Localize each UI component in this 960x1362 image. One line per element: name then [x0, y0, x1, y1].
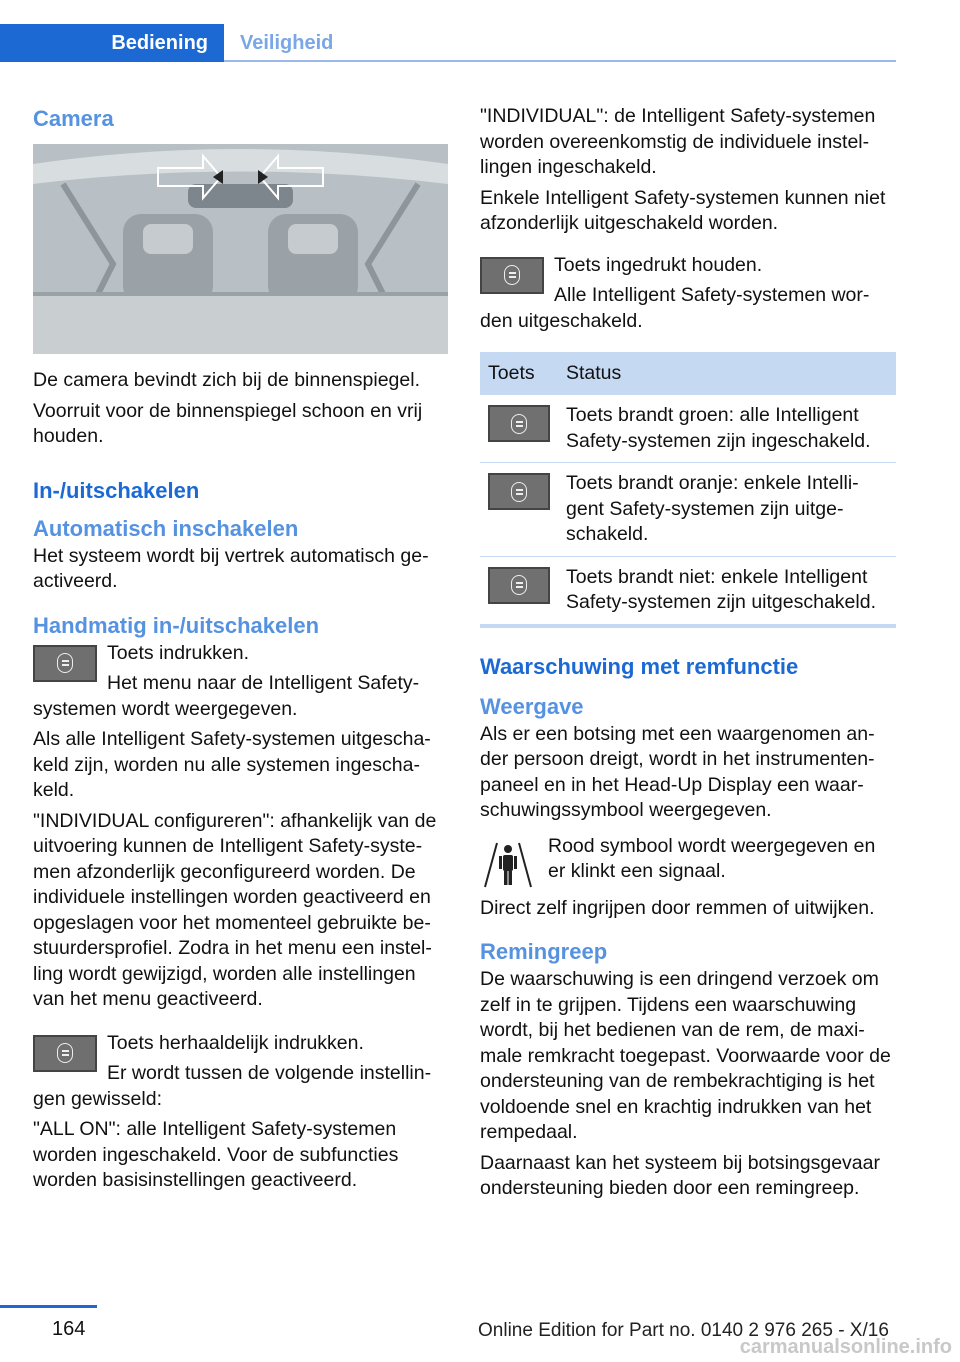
tab-bediening[interactable]: Bediening: [0, 24, 224, 62]
safety-button-icon: [33, 1035, 97, 1072]
auto-text: Het systeem wordt bij vertrek automatisch ge‐activeerd.: [33, 544, 429, 592]
safety-button-icon: [488, 473, 550, 510]
left-column: [33, 96, 448, 1199]
btn-repeat-block: [33, 1031, 448, 1113]
warning-heading: Waarschuwing met remfunctie: [480, 653, 799, 679]
safety-button-icon: [33, 645, 97, 682]
weergave-heading: Weergave: [480, 693, 584, 719]
watermark: carmanualsonline.info: [739, 1336, 952, 1358]
tab-veiligheid[interactable]: Veiligheid: [240, 31, 334, 54]
btn-press-text: Toets indrukken.: [107, 641, 249, 664]
btn-press-result: Het menu naar de Intelligent Safety-systemen wordt weergegeven.: [33, 672, 420, 720]
alle-text: Als alle Intelligent Safety-systemen uitgescha‐keld zijn, worden nu alle systemen ingescha‐keld.: [33, 728, 431, 801]
page-number: 164: [52, 1318, 86, 1340]
safety-button-icon: [488, 567, 550, 604]
camera-heading: Camera: [33, 106, 114, 131]
status-table: [480, 352, 896, 628]
remingreep-heading: Remingreep: [480, 939, 608, 964]
individual-config-text: "INDIVIDUAL configureren": afhankelijk van de uitvoering kunnen de Intelligent Safety-syste‐men afzonderlijk geconfigureerd worden. De individuele instellingen worden geactiveerd en opgeslagen voor het momenteel gebruikte be‐stuurdersprofiel. Zodra in het menu een instel‐ling wordt gewijzigd, worden alle instellingen van het menu geactiveerd.: [33, 809, 437, 1010]
inuit-heading: In-/uitschakelen: [33, 477, 200, 503]
car-interior-illustration: [33, 144, 448, 354]
table-row: [480, 463, 896, 557]
direct-text: Direct zelf ingrijpen door remmen of uitwijken.: [480, 896, 875, 919]
remingreep-text-2: Daarnaast kan het systeem bij botsingsgevaar ondersteuning bieden door een remingreep.: [480, 1151, 880, 1199]
pedestrian-warning-icon: [480, 836, 536, 892]
btn-hold-result: Alle Intelligent Safety-systemen wor‐den uitgeschakeld.: [480, 284, 870, 332]
safety-button-icon: [480, 257, 544, 294]
pedestrian-block: [480, 834, 896, 894]
camera-location-text: De camera bevindt zich bij de binnenspiegel.: [33, 369, 420, 391]
btn-press-block: [33, 641, 448, 723]
remingreep-text-1: De waarschuwing is een dringend verzoek om zelf in te grijpen. Tijdens een waarschuwing wordt, bij het bedienen van de rem, de maxi‐male remkracht toegepast. Voorwaarde voor de ondersteuning van de rembekrachtiging is het voldoende snel en krachtig indrukken van het rempedaal.: [480, 968, 891, 1143]
col-status-header: Status: [558, 352, 896, 395]
status-cell: Toets brandt niet: enkele Intelligent Safety-systemen zijn uitgeschakeld.: [558, 556, 896, 626]
edition-text: Online Edition for Part no. 0140 2 976 265 - X/16: [478, 1320, 889, 1341]
safety-button-icon: [488, 405, 550, 442]
all-on-text: "ALL ON": alle Intelligent Safety-systemen worden ingeschakeld. Voor de subfuncties worden basisinstellingen geactiveerd.: [33, 1118, 399, 1191]
camera-photo: [33, 144, 448, 354]
header-rule: [224, 60, 896, 62]
status-cell: Toets brandt groen: alle Intelligent Safety-systemen zijn ingeschakeld.: [558, 395, 896, 463]
btn-repeat-text: Toets herhaaldelijk indrukken.: [107, 1031, 364, 1054]
col-toets-header: Toets: [480, 352, 558, 395]
btn-hold-text: Toets ingedrukt houden.: [554, 253, 763, 276]
pedestrian-text: Rood symbool wordt weergegeven en er klinkt een signaal.: [548, 834, 876, 882]
camera-clean-text: Voorruit voor de binnenspiegel schoon en vrij houden.: [33, 399, 423, 447]
table-row: [480, 556, 896, 626]
enkele-text: Enkele Intelligent Safety-systemen kunnen niet afzonderlijk uitgeschakeld worden.: [480, 186, 886, 234]
individual-text: "INDIVIDUAL": de Intelligent Safety-systemen worden overeenkomstig de individuele instel‐lingen ingeschakeld.: [480, 105, 876, 178]
btn-hold-block: [480, 253, 896, 335]
right-column: [480, 104, 896, 1207]
footer-rule: [0, 1305, 97, 1308]
btn-repeat-result: Er wordt tussen de volgende instellin‐gen gewisseld:: [33, 1062, 432, 1110]
weergave-text: Als er een botsing met een waargenomen an‐der persoon dreigt, wordt in het instrumenten‐paneel en in het Head-Up Display een waar‐schuwingssymbool weergegeven.: [480, 722, 875, 821]
page-header: [0, 0, 960, 62]
manual-heading: Handmatig in-/uitschakelen: [33, 612, 320, 638]
auto-heading: Automatisch inschakelen: [33, 515, 299, 541]
status-cell: Toets brandt oranje: enkele Intelli‐gent Safety-systemen zijn uitge‐schakeld.: [558, 463, 896, 557]
table-row: [480, 395, 896, 463]
